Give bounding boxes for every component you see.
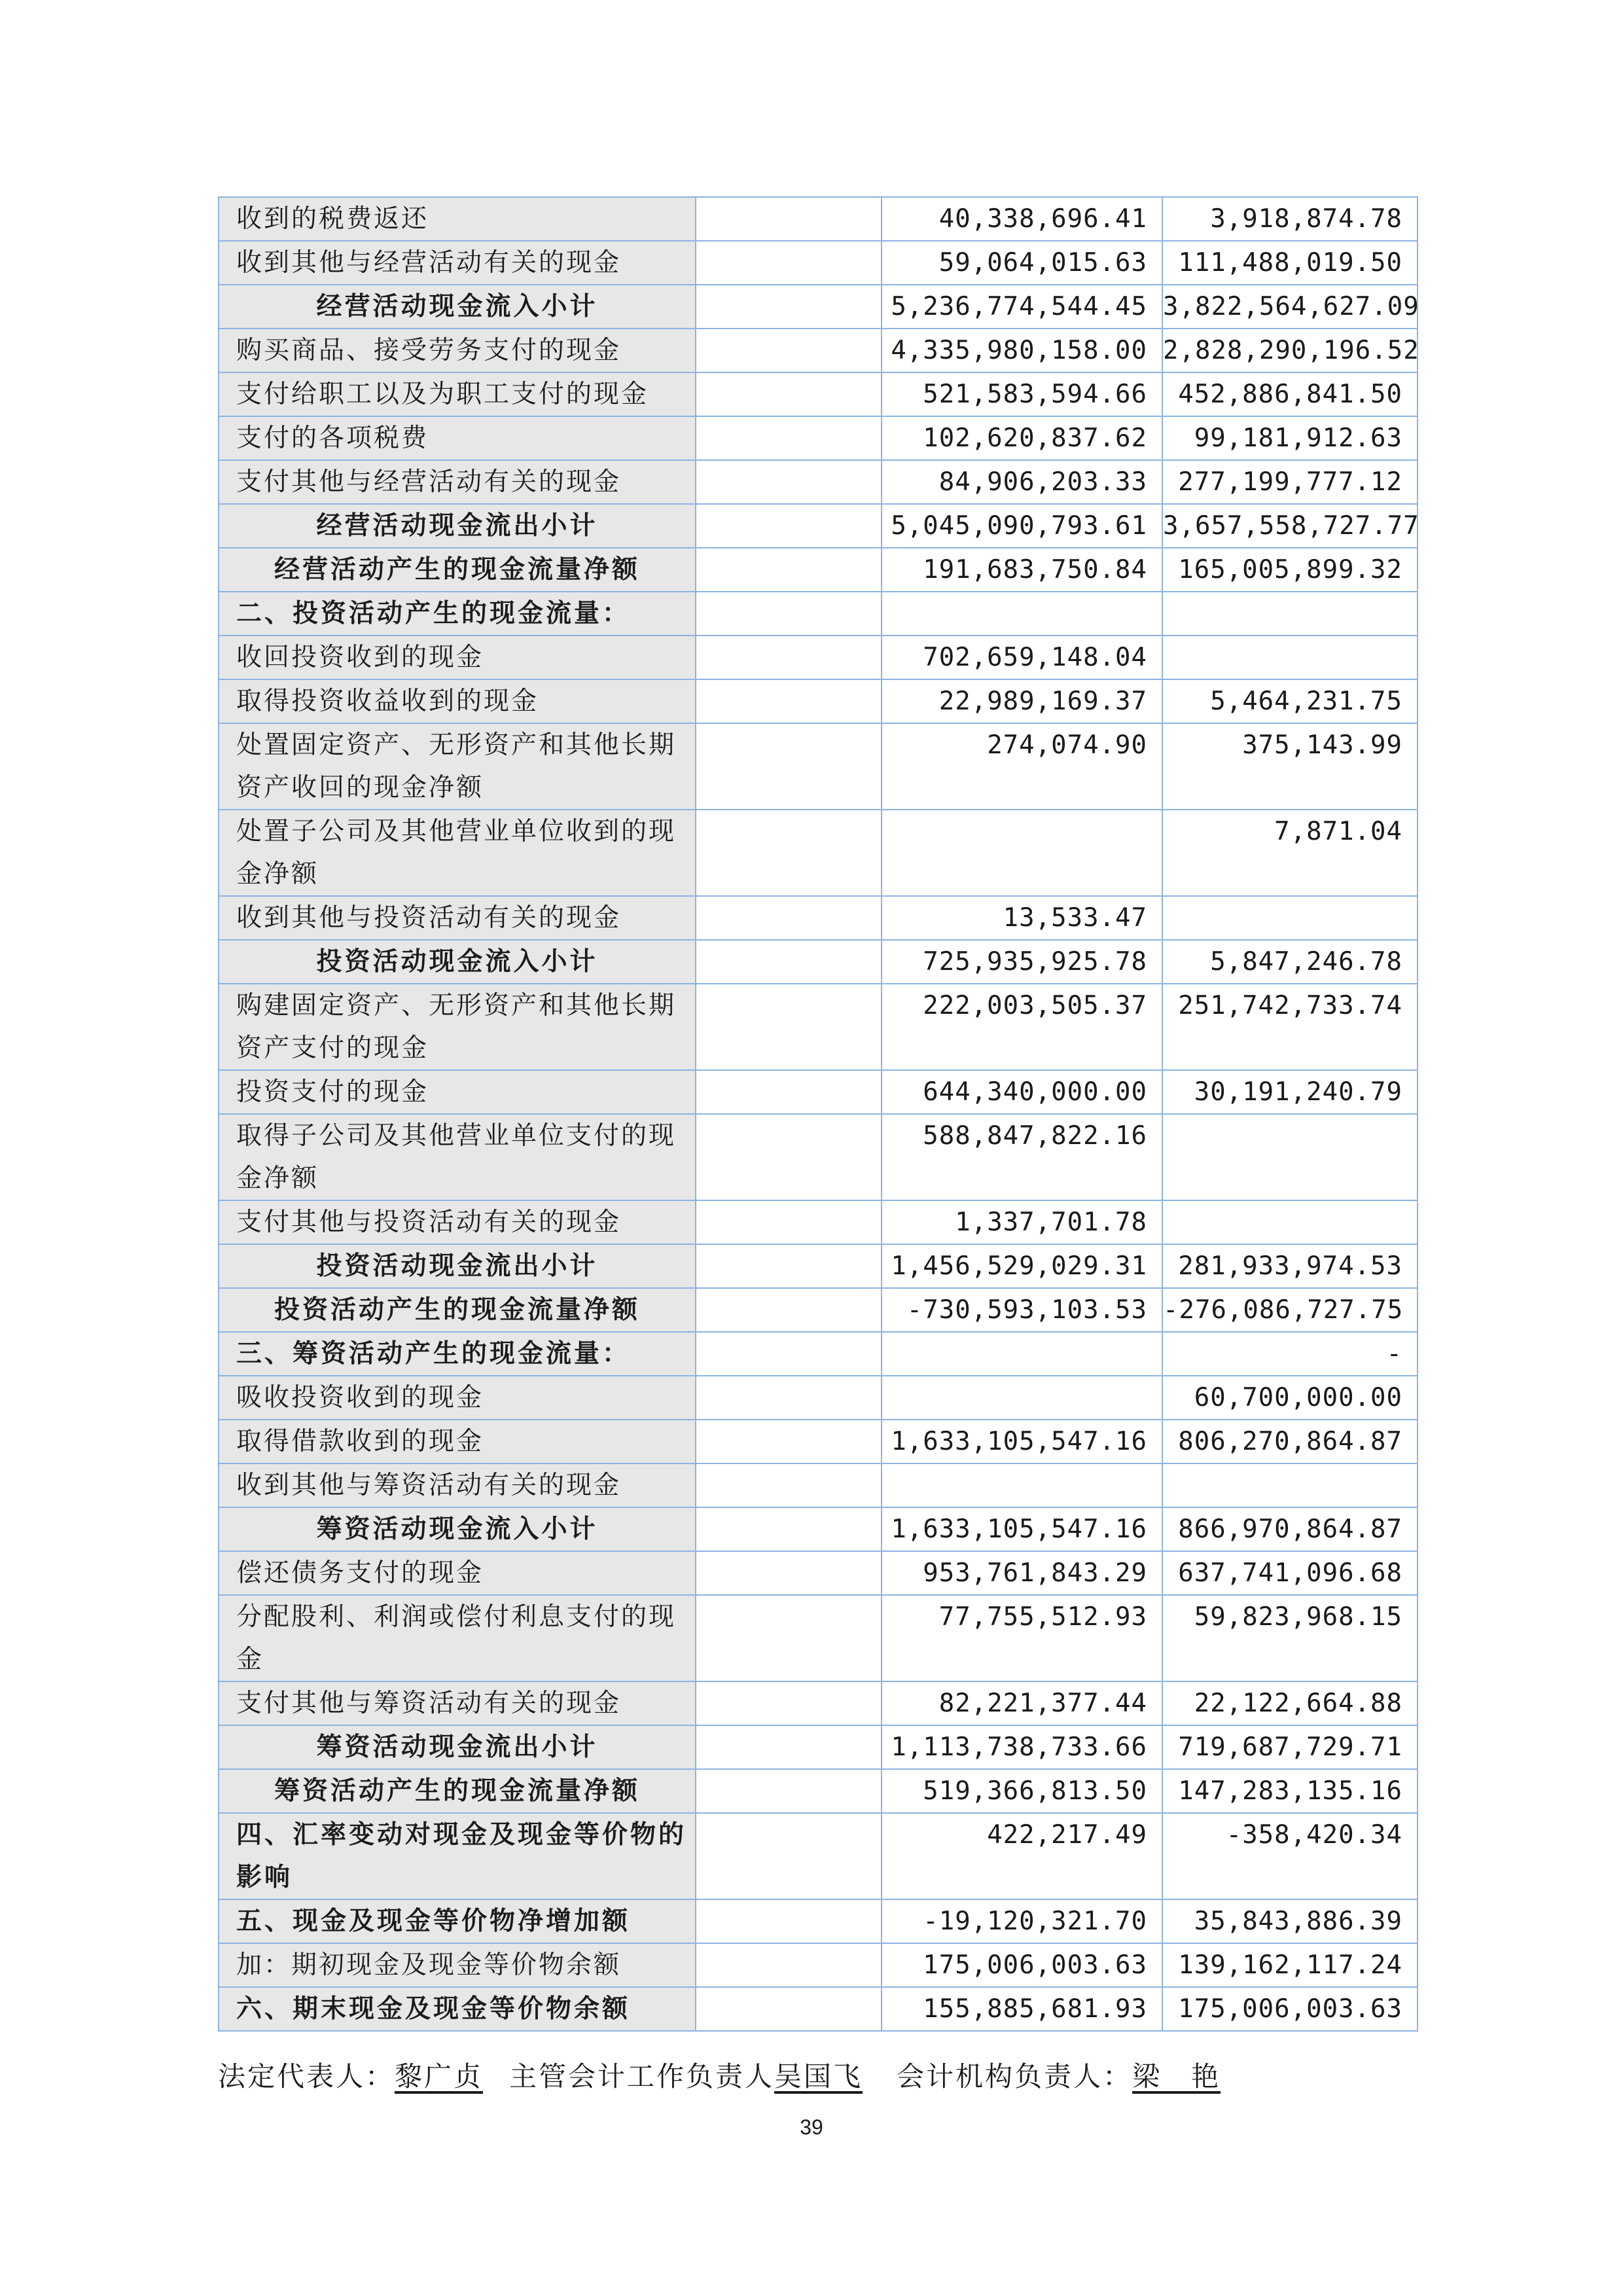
table-row (219, 679, 1418, 723)
line-item-label: 支付给职工以及为职工支付的现金 (219, 372, 696, 416)
note-cell (696, 1507, 882, 1551)
current-period-amount (882, 1376, 1162, 1420)
table-row (219, 1813, 1418, 1899)
note-cell (696, 329, 882, 372)
table-row (219, 285, 1418, 329)
line-item-label: 投资活动产生的现金流量净额 (219, 1288, 696, 1332)
current-period-amount: -19,120,321.70 (882, 1899, 1162, 1943)
current-period-amount: -730,593,103.53 (882, 1288, 1162, 1332)
table-row (219, 1943, 1418, 1987)
note-cell (696, 592, 882, 636)
table-row (219, 1288, 1418, 1332)
line-item-label: 投资活动现金流出小计 (219, 1244, 696, 1288)
note-cell (696, 810, 882, 896)
current-period-amount: 422,217.49 (882, 1813, 1162, 1899)
prior-period-amount (1162, 1114, 1418, 1200)
current-period-amount: 84,906,203.33 (882, 460, 1162, 504)
prior-period-amount: 59,823,968.15 (1162, 1595, 1418, 1681)
current-period-amount: 521,583,594.66 (882, 372, 1162, 416)
note-cell (696, 636, 882, 679)
note-cell (696, 940, 882, 984)
current-period-amount (882, 810, 1162, 896)
note-cell (696, 1769, 882, 1813)
note-cell (696, 1899, 882, 1943)
line-item-label: 四、汇率变动对现金及现金等价物的影响 (219, 1813, 696, 1899)
accounting-dept-name: 梁 艳 (1132, 2060, 1221, 2092)
table-row (219, 1987, 1418, 2031)
prior-period-amount: 637,741,096.68 (1162, 1551, 1418, 1595)
line-item-label: 经营活动现金流出小计 (219, 504, 696, 548)
line-item-label: 收到其他与投资活动有关的现金 (219, 896, 696, 940)
table-row (219, 1420, 1418, 1463)
table-row (219, 416, 1418, 460)
table-row (219, 723, 1418, 810)
legal-representative-label: 法定代表人： (218, 2060, 395, 2092)
current-period-amount (882, 1463, 1162, 1507)
cash-flow-statement (218, 196, 1417, 2032)
line-item-label: 六、期末现金及现金等价物余额 (219, 1987, 696, 2031)
note-cell (696, 1813, 882, 1899)
line-item-label: 支付其他与经营活动有关的现金 (219, 460, 696, 504)
table-row (219, 896, 1418, 940)
cash-flow-table (218, 196, 1418, 2032)
accounting-head-label: 主管会计工作负责人 (509, 2060, 775, 2092)
current-period-amount: 102,620,837.62 (882, 416, 1162, 460)
prior-period-amount: 375,143.99 (1162, 723, 1418, 810)
note-cell (696, 1288, 882, 1332)
note-cell (696, 984, 882, 1070)
table-row (219, 1899, 1418, 1943)
prior-period-amount: 139,162,117.24 (1162, 1943, 1418, 1987)
note-cell (696, 548, 882, 592)
note-cell (696, 285, 882, 329)
current-period-amount: 519,366,813.50 (882, 1769, 1162, 1813)
prior-period-amount: 165,005,899.32 (1162, 548, 1418, 592)
current-period-amount: 77,755,512.93 (882, 1595, 1162, 1681)
table-row (219, 548, 1418, 592)
line-item-label: 购买商品、接受劳务支付的现金 (219, 329, 696, 372)
line-item-label: 分配股利、利润或偿付利息支付的现金 (219, 1595, 696, 1681)
table-row (219, 1595, 1418, 1681)
note-cell (696, 416, 882, 460)
current-period-amount: 222,003,505.37 (882, 984, 1162, 1070)
line-item-label: 取得投资收益收到的现金 (219, 679, 696, 723)
note-cell (696, 1376, 882, 1420)
prior-period-amount: 60,700,000.00 (1162, 1376, 1418, 1420)
prior-period-amount: 5,464,231.75 (1162, 679, 1418, 723)
table-row (219, 1070, 1418, 1114)
current-period-amount: 59,064,015.63 (882, 241, 1162, 285)
note-cell (696, 1332, 882, 1376)
line-item-label: 投资支付的现金 (219, 1070, 696, 1114)
line-item-label: 处置固定资产、无形资产和其他长期资产收回的现金净额 (219, 723, 696, 810)
line-item-label: 加：期初现金及现金等价物余额 (219, 1943, 696, 1987)
note-cell (696, 1551, 882, 1595)
accounting-dept-label: 会计机构负责人： (897, 2060, 1133, 2092)
line-item-label: 处置子公司及其他营业单位收到的现金净额 (219, 810, 696, 896)
prior-period-amount: -358,420.34 (1162, 1813, 1418, 1899)
line-item-label: 偿还债务支付的现金 (219, 1551, 696, 1595)
line-item-label: 支付的各项税费 (219, 416, 696, 460)
line-item-label: 收到的税费返还 (219, 197, 696, 241)
prior-period-amount: - (1162, 1332, 1418, 1376)
note-cell (696, 1200, 882, 1244)
current-period-amount: 175,006,003.63 (882, 1943, 1162, 1987)
note-cell (696, 679, 882, 723)
note-cell (696, 460, 882, 504)
current-period-amount: 191,683,750.84 (882, 548, 1162, 592)
note-cell (696, 1681, 882, 1725)
table-row (219, 1244, 1418, 1288)
line-item-label: 取得借款收到的现金 (219, 1420, 696, 1463)
table-row (219, 984, 1418, 1070)
line-item-label: 筹资活动现金流入小计 (219, 1507, 696, 1551)
line-item-label: 支付其他与筹资活动有关的现金 (219, 1681, 696, 1725)
line-item-label: 投资活动现金流入小计 (219, 940, 696, 984)
table-row (219, 592, 1418, 636)
current-period-amount: 40,338,696.41 (882, 197, 1162, 241)
table-row (219, 197, 1418, 241)
note-cell (696, 1420, 882, 1463)
table-row (219, 1725, 1418, 1769)
current-period-amount: 1,337,701.78 (882, 1200, 1162, 1244)
prior-period-amount (1162, 896, 1418, 940)
table-row (219, 460, 1418, 504)
current-period-amount (882, 592, 1162, 636)
note-cell (696, 723, 882, 810)
prior-period-amount (1162, 1463, 1418, 1507)
line-item-label: 购建固定资产、无形资产和其他长期资产支付的现金 (219, 984, 696, 1070)
note-cell (696, 241, 882, 285)
current-period-amount: 953,761,843.29 (882, 1551, 1162, 1595)
note-cell (696, 1070, 882, 1114)
accounting-head-name: 吴国飞 (774, 2060, 863, 2092)
table-row (219, 372, 1418, 416)
prior-period-amount: 719,687,729.71 (1162, 1725, 1418, 1769)
current-period-amount: 5,045,090,793.61 (882, 504, 1162, 548)
note-cell (696, 1244, 882, 1288)
line-item-label: 取得子公司及其他营业单位支付的现金净额 (219, 1114, 696, 1200)
current-period-amount: 22,989,169.37 (882, 679, 1162, 723)
current-period-amount: 1,456,529,029.31 (882, 1244, 1162, 1288)
current-period-amount: 5,236,774,544.45 (882, 285, 1162, 329)
note-cell (696, 1943, 882, 1987)
note-cell (696, 372, 882, 416)
note-cell (696, 504, 882, 548)
line-item-label: 支付其他与投资活动有关的现金 (219, 1200, 696, 1244)
prior-period-amount: 3,822,564,627.09 (1162, 285, 1418, 329)
current-period-amount: 82,221,377.44 (882, 1681, 1162, 1725)
prior-period-amount: 99,181,912.63 (1162, 416, 1418, 460)
current-period-amount: 1,633,105,547.16 (882, 1507, 1162, 1551)
prior-period-amount: 175,006,003.63 (1162, 1987, 1418, 2031)
prior-period-amount (1162, 592, 1418, 636)
prior-period-amount: 3,918,874.78 (1162, 197, 1418, 241)
line-item-label: 二、投资活动产生的现金流量： (219, 592, 696, 636)
note-cell (696, 1463, 882, 1507)
legal-representative-name: 黎广贞 (395, 2060, 484, 2092)
current-period-amount: 588,847,822.16 (882, 1114, 1162, 1200)
table-row (219, 241, 1418, 285)
table-row (219, 329, 1418, 372)
table-row (219, 810, 1418, 896)
prior-period-amount: 251,742,733.74 (1162, 984, 1418, 1070)
table-row (219, 1463, 1418, 1507)
line-item-label: 收到其他与经营活动有关的现金 (219, 241, 696, 285)
note-cell (696, 896, 882, 940)
current-period-amount: 155,885,681.93 (882, 1987, 1162, 2031)
table-row (219, 1332, 1418, 1376)
line-item-label: 收到其他与筹资活动有关的现金 (219, 1463, 696, 1507)
table-row (219, 1551, 1418, 1595)
current-period-amount: 644,340,000.00 (882, 1070, 1162, 1114)
prior-period-amount: 147,283,135.16 (1162, 1769, 1418, 1813)
prior-period-amount: 22,122,664.88 (1162, 1681, 1418, 1725)
line-item-label: 三、筹资活动产生的现金流量： (219, 1332, 696, 1376)
prior-period-amount (1162, 636, 1418, 679)
current-period-amount (882, 1332, 1162, 1376)
current-period-amount: 4,335,980,158.00 (882, 329, 1162, 372)
table-row (219, 1507, 1418, 1551)
table-row (219, 940, 1418, 984)
note-cell (696, 1114, 882, 1200)
current-period-amount: 1,113,738,733.66 (882, 1725, 1162, 1769)
note-cell (696, 197, 882, 241)
current-period-amount: 1,633,105,547.16 (882, 1420, 1162, 1463)
line-item-label: 吸收投资收到的现金 (219, 1376, 696, 1420)
table-row (219, 1769, 1418, 1813)
table-row (219, 1200, 1418, 1244)
line-item-label: 五、现金及现金等价物净增加额 (219, 1899, 696, 1943)
table-row (219, 1376, 1418, 1420)
line-item-label: 经营活动现金流入小计 (219, 285, 696, 329)
cash-flow-table-body (219, 197, 1418, 2031)
table-row (219, 1114, 1418, 1200)
note-cell (696, 1595, 882, 1681)
current-period-amount: 702,659,148.04 (882, 636, 1162, 679)
table-row (219, 636, 1418, 679)
prior-period-amount: 111,488,019.50 (1162, 241, 1418, 285)
table-row (219, 1681, 1418, 1725)
prior-period-amount (1162, 1200, 1418, 1244)
prior-period-amount: 866,970,864.87 (1162, 1507, 1418, 1551)
note-cell (696, 1987, 882, 2031)
prior-period-amount: 806,270,864.87 (1162, 1420, 1418, 1463)
current-period-amount: 13,533.47 (882, 896, 1162, 940)
prior-period-amount: 281,933,974.53 (1162, 1244, 1418, 1288)
current-period-amount: 725,935,925.78 (882, 940, 1162, 984)
prior-period-amount: 277,199,777.12 (1162, 460, 1418, 504)
prior-period-amount: 452,886,841.50 (1162, 372, 1418, 416)
prior-period-amount: 3,657,558,727.77 (1162, 504, 1418, 548)
line-item-label: 筹资活动产生的现金流量净额 (219, 1769, 696, 1813)
current-period-amount: 274,074.90 (882, 723, 1162, 810)
prior-period-amount: 30,191,240.79 (1162, 1070, 1418, 1114)
page-number: 39 (800, 2115, 823, 2139)
line-item-label: 收回投资收到的现金 (219, 636, 696, 679)
prior-period-amount: -276,086,727.75 (1162, 1288, 1418, 1332)
line-item-label: 筹资活动现金流出小计 (219, 1725, 696, 1769)
line-item-label: 经营活动产生的现金流量净额 (219, 548, 696, 592)
table-row (219, 504, 1418, 548)
prior-period-amount: 2,828,290,196.52 (1162, 329, 1418, 372)
note-cell (696, 1725, 882, 1769)
prior-period-amount: 35,843,886.39 (1162, 1899, 1418, 1943)
signature-line (218, 2054, 1417, 2100)
prior-period-amount: 7,871.04 (1162, 810, 1418, 896)
prior-period-amount: 5,847,246.78 (1162, 940, 1418, 984)
